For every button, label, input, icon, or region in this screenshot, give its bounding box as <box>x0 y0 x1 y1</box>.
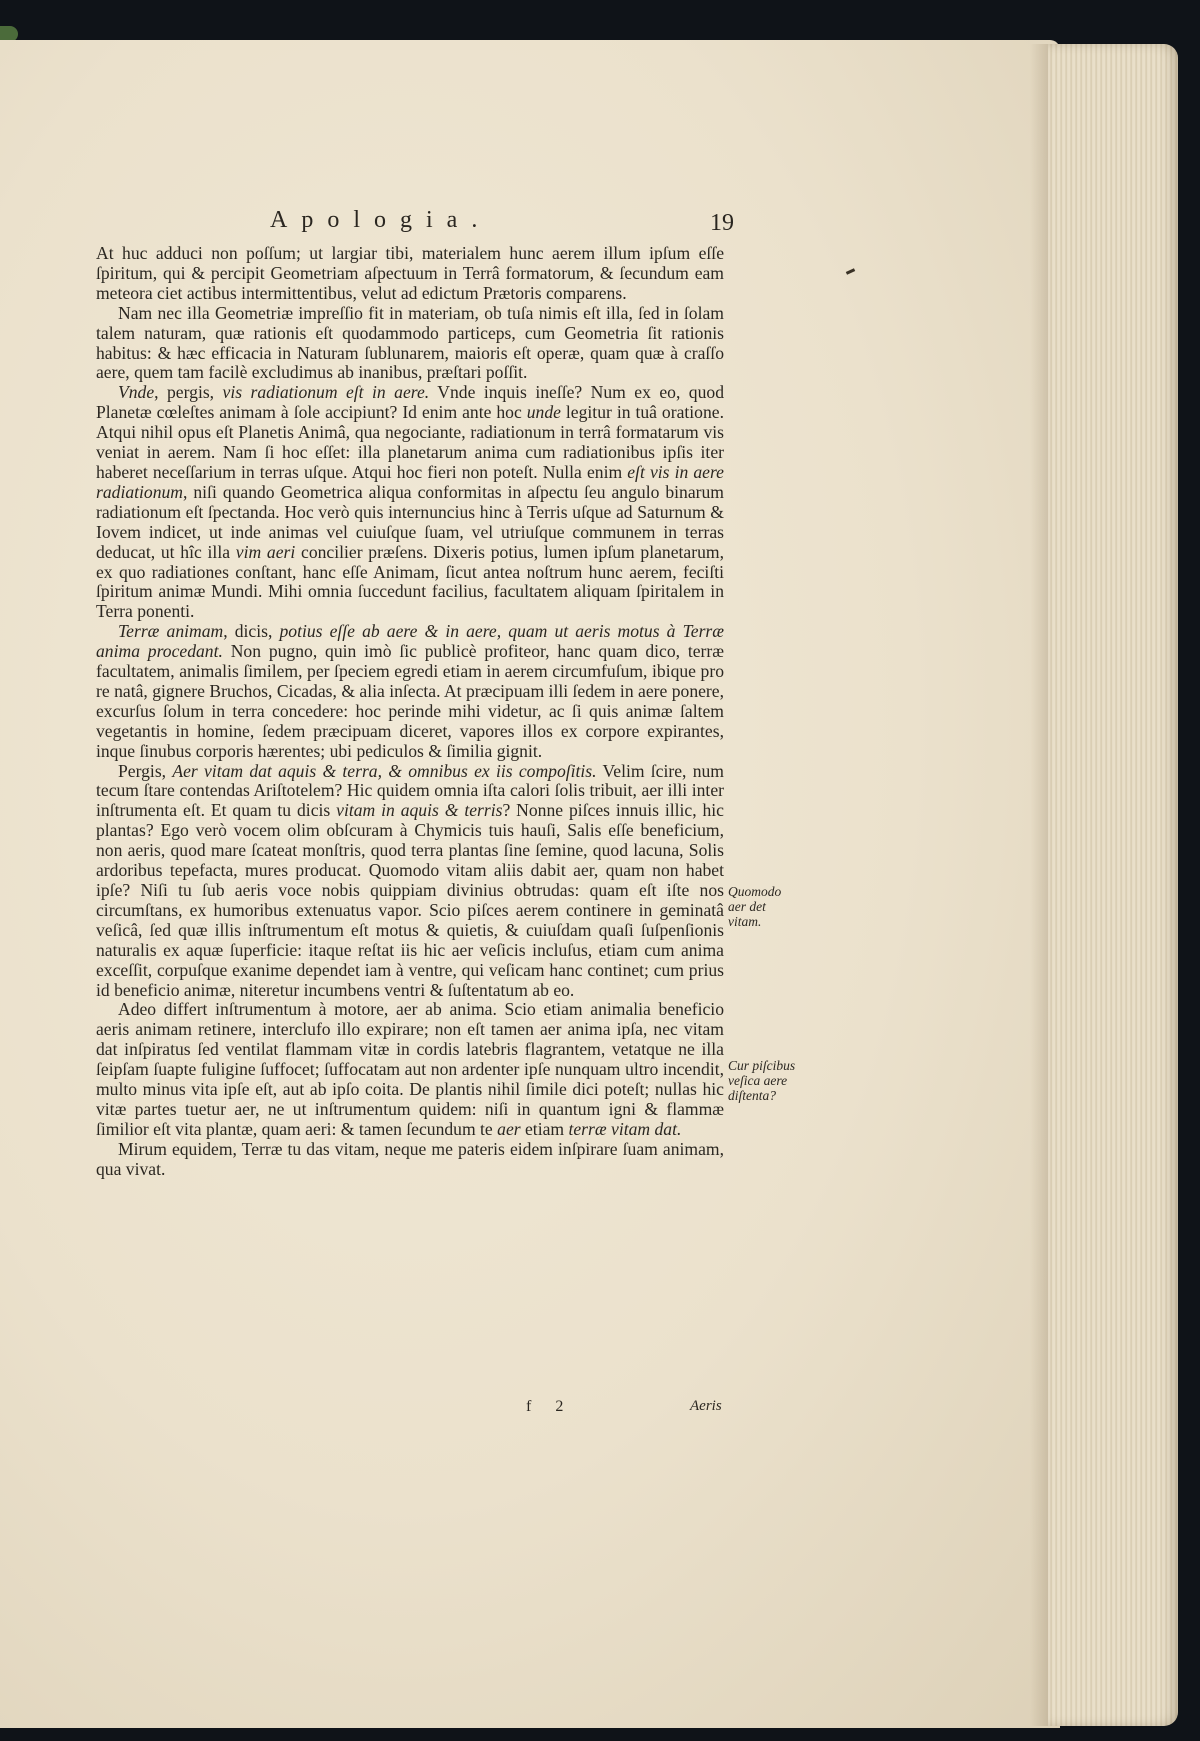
page-number: 19 <box>710 210 734 236</box>
margin-note-quomodo: Quomodo aer det vitam. <box>728 884 782 929</box>
text-run: Adeo differt inſtrumentum à motore, aer ab anima. Scio etiam animalia beneficio aeris animam retinere, interclufo illo expirare; non eſt tamen aer anima ipſa, nec vitam dat inſpiratus ſed ventilat flammam vitæ in cordis latebris flagrantem, vetatque ne illa ſeipſam ſuapte fuligine ſuffocet; ſuffocatam aut non ardenter ipſe nunquam ultro incendit, multo minus vita ipſe eſt, aut ab ipſo coita. De plantis nihil ſimile dici poteſt; nullas hic vitæ partes tuetur aer, ne ut inſtrumentum quidem: niſi in quantum igni & flammæ ſimilior eſt vita plantæ, quam aeri: & tamen ſecundum te <box>96 999 724 1139</box>
text-run: Vnde inquis ineſſe? Num ex eo, quod Planetæ cœleſtes animam à ſole accipiunt? Id enim ante hoc <box>96 382 724 423</box>
text-run: Non pugno, quin imò ſic publicè profiteor, hanc quam dico, terræ facultatem, animalis ſimilem, per ſpeciem egredi etiam in aerem circumfuſum, ibique pro re natâ, gignere Bruchos, Cicadas, & alia inſecta. At præcipuam illi ſedem in aere ponere, excurſus ſolum in terra concedere: hoc perinde mihi videtur, ac ſi quis animæ ſaltem vegetantis in homine, ſedem præcipuam diceret, vapores illos ex corpore expirantes, inque ſinubus corporis hærentes; ubi pediculos & ſimilia gignit. <box>96 641 724 761</box>
italic-run: vis radiationum eſt in aere. <box>222 382 430 403</box>
italic-run: terræ vitam dat. <box>568 1118 682 1139</box>
text-run: , pergis, <box>154 382 223 403</box>
italic-run: eſt vis in aere radiationum <box>96 461 724 502</box>
italic-run: Terræ animam <box>118 621 224 642</box>
body-text <box>96 244 724 1180</box>
paragraph <box>96 1000 724 1139</box>
bottom-strip <box>0 1728 1200 1741</box>
italic-run: aer <box>497 1118 521 1139</box>
text-run: Nam nec illa Geometriæ impreſſio fit in materiam, ob tuſa nimis eſt illa, ſed in ſolam talem naturam, quæ rationis eſt quodammodo particeps, cum Geometria ſit rationis habitus: & hæc efficacia in Naturam ſublunarem, maioris eſt operæ, quam quæ à craſſo aere, quem tam facilè excludimus ab inanibus, præſtari poſſit. <box>96 302 724 383</box>
text-run: Mirum equidem, Terræ tu das vitam, neque me pateris eidem inſpirare ſuam animam, qua vivat. <box>96 1138 724 1179</box>
catchword: Aeris <box>690 1398 722 1414</box>
italic-run: vitam in aquis & terris <box>336 800 503 821</box>
paragraph <box>96 762 724 1001</box>
text-run: concilier præſens. Dixeris potius, lumen ipſum planetarum, ex quo radiationes conſtant, hanc eſſe Animam, ſicut antea noſtrum hunc aerem, feciſti ſpiritum animæ Mundi. Mihi omnia ſuccedunt facilius, facultatem aliquam ſpiritalem in Terra ponenti. <box>96 541 724 622</box>
text-run: etiam <box>520 1118 569 1139</box>
paragraph <box>96 1140 724 1180</box>
margin-note-cur-piscibus: Cur piſcibus veſica aere diſtenta? <box>728 1058 796 1103</box>
signature-mark: f 2 <box>526 1398 574 1415</box>
text-run: Pergis, <box>118 760 173 781</box>
paragraph <box>96 383 724 622</box>
paragraph <box>96 244 724 304</box>
text-run: , dicis, <box>223 621 280 642</box>
page-edges <box>1048 44 1178 1726</box>
italic-run: unde <box>526 402 561 423</box>
running-head: Apologia. <box>270 207 492 233</box>
italic-run: Aer vitam dat aquis & terra, & omnibus ex iis compoſitis. <box>172 760 597 781</box>
text-run: At huc adduci non poſſum; ut largiar tibi, materialem hunc aerem illum ipſum eſſe ſpiritum, qui & percipit Geometriam aſpectuum in Terrâ formatorum, & ſecundum eam meteora ciet actibus intermittentibus, velut ad edictum Prætoris comparens. <box>96 243 724 303</box>
italic-run: potius eſſe ab aere & in aere, quam ut aeris motus à Terræ anima procedant. <box>96 621 724 662</box>
text-run: , niſi quando Geometrica aliqua conformitas in aſpectu ſeu angulo binarum radiationum eſt ſpectanda. Hoc verò quis internuncius hinc à Terris uſque ad Saturnum & Iovem indicet, ut inde animas vel cuiuſque ſuam, vel utriuſque communem in terras deducat, ut hîc illa <box>96 481 724 562</box>
text-run: Velim ſcire, num tecum ſtare contendas Ariſtotelem? Hic quidem omnia iſta calori ſolis tribuit, aer illi inter inſtrumenta eſt. Et quam tu dicis <box>96 760 724 821</box>
text-run: legitur in tuâ oratione. Atqui nihil opus eſt Planetis Animâ, qua negociante, radiationum in terrâ formatarum vis veniat in aerem. Nam ſi hoc eſſet: illa planetarum anima cum radiationibus ipſis iter haberet neceſſarium in terras uſque. Atqui hoc fieri non poteſt. Nulla enim <box>96 402 724 482</box>
paragraph <box>96 622 724 761</box>
text-run: ? Nonne piſces innuis illic, hic plantas? Ego verò vocem olim obſcuram à Chymicis tuis hauſi, Salis eſſe beneficium, non aeris, quod mare ſcateat monſtris, quod terra plantas ſine ſemine, quod lacuna, Solis ardoribus tepefacta, mures producat. Quomodo vitam aliis dabit aer, quam non habet ipſe? Niſi tu ſub aeris voce nobis quippiam divinius obtrudas: quam eſt iſte nos circumſtans, ex humoribus extenuatus vapor. Scio piſces aerem continere in geminatâ veſicâ, ſed quæ illis inſtrumentum eſt motus & quietis, & cuiuſdam quaſi ſuſpenſionis naturalis ex aquæ ſuperficie: itaque reſtat iis hic aer veſicis incluſus, etiam cum anima exceſſit, corpuſque exanime dependet iam à ventre, qui veſicam hanc continet; cum prius id beneficio animæ, niteretur incumbens ventri & ſuſtentatum ab eo. <box>96 800 724 1000</box>
paragraph <box>96 304 724 384</box>
italic-run: Vnde <box>118 382 155 403</box>
italic-run: vim aeri <box>235 541 296 562</box>
